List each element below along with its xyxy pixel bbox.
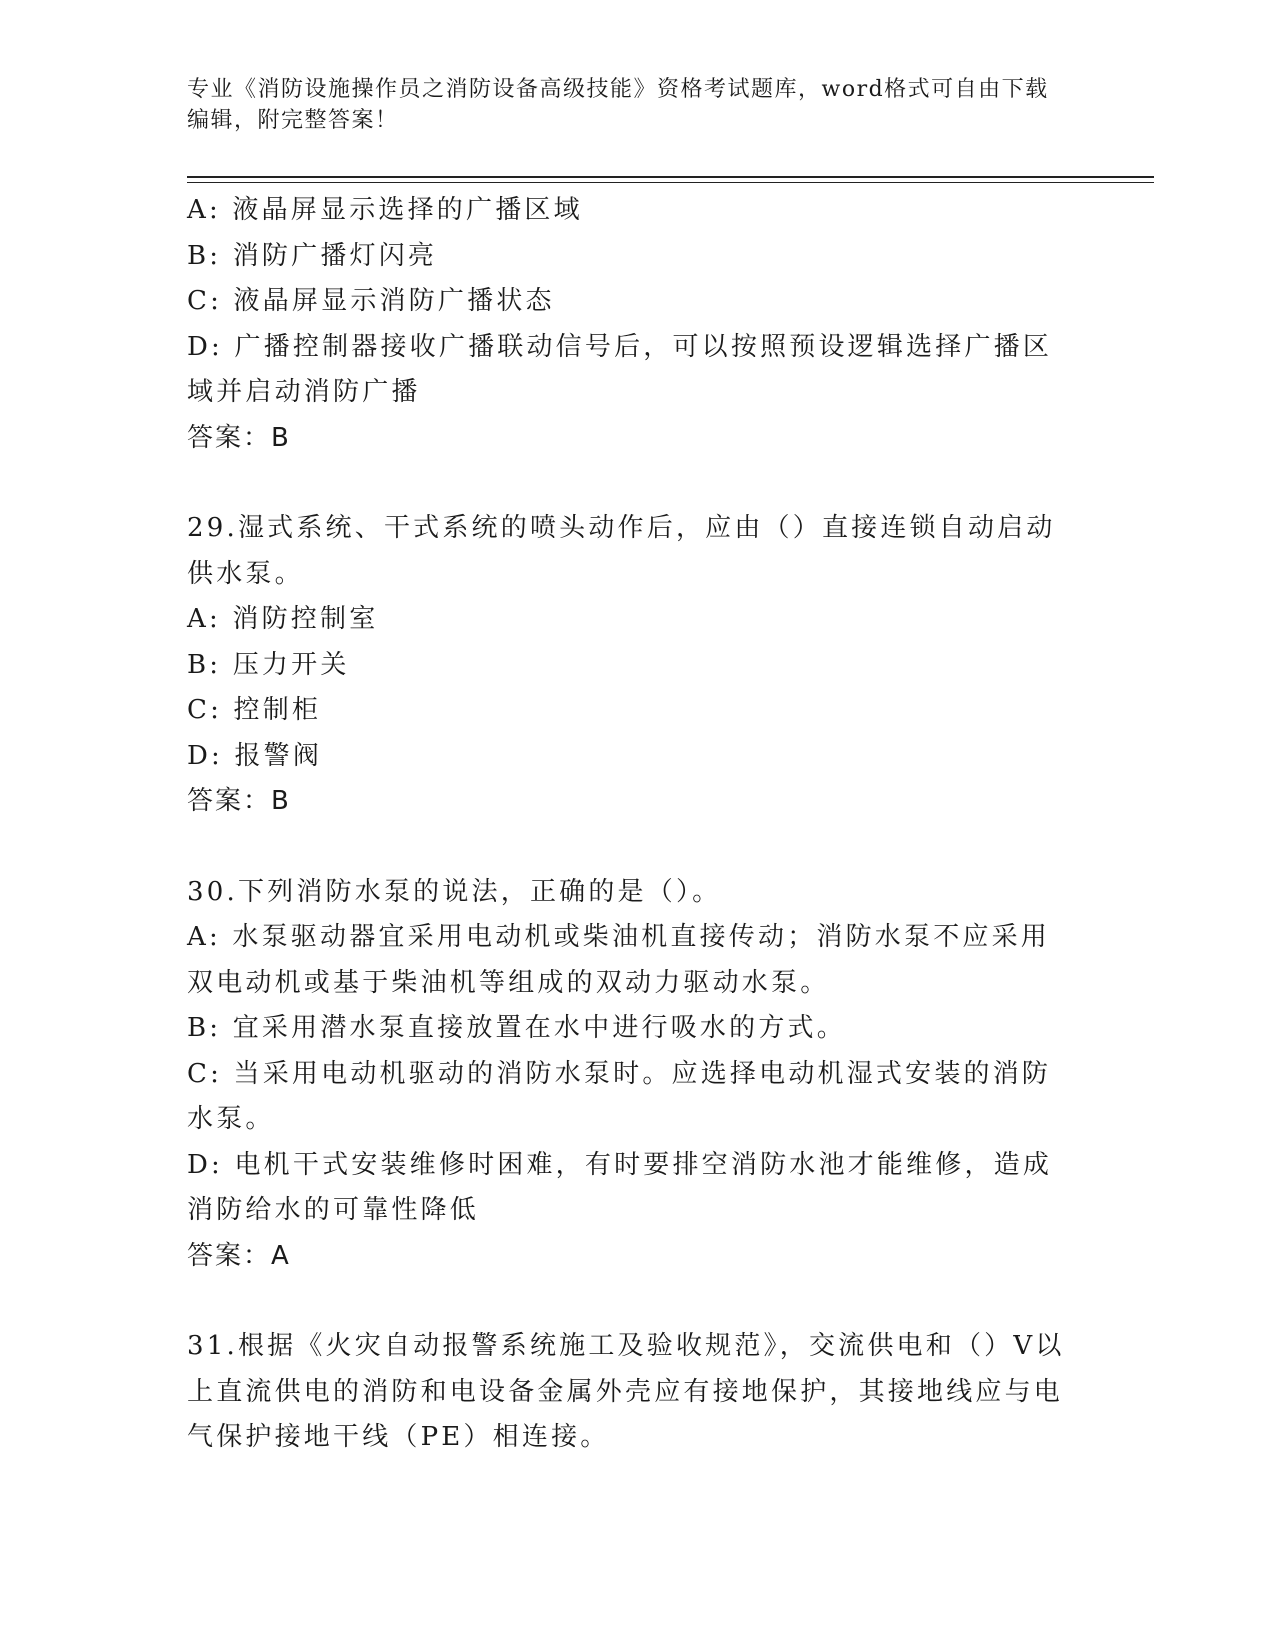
question-stem: 29.湿式系统、干式系统的喷头动作后，应由（）直接连锁自动启动供水泵。 <box>187 513 1056 589</box>
question-28-continued <box>187 188 1067 461</box>
question-stem: 30.下列消防水泵的说法，正确的是（）。 <box>187 876 722 907</box>
option-b: B: 宜采用潜水泵直接放置在水中进行吸水的方式。 <box>187 1013 846 1043</box>
question-stem: 31.根据《火灾自动报警系统施工及验收规范》，交流供电和（）V以上直流供电的消防和电设备金属外壳应有接地保护，其接地线应与电气保护接地干线（PE）相连接。 <box>187 1331 1065 1452</box>
option-c: C: 控制柜 <box>187 695 322 725</box>
question-content <box>187 188 1067 1461</box>
answer-line <box>187 416 1067 462</box>
option-a: A: 消防控制室 <box>187 604 379 634</box>
question-29 <box>187 506 1067 825</box>
question-30 <box>187 870 1067 1280</box>
document-header: 专业《消防设施操作员之消防设备高级技能》资格考试题库，word格式可自由下载编辑，附完整答案！ <box>187 77 1049 133</box>
answer-label: 答案： <box>187 422 272 453</box>
answer-label: 答案： <box>187 786 272 816</box>
option-c: C: 液晶屏显示消防广播状态 <box>187 286 555 316</box>
option-c: C: 当采用电动机驱动的消防水泵时。应选择电动机湿式安装的消防水泵。 <box>187 1058 1052 1134</box>
answer-value: B <box>271 786 291 816</box>
header-divider-thick <box>187 176 1154 178</box>
answer-value: A <box>271 1240 291 1271</box>
answer-line <box>187 779 1067 825</box>
option-d: D: 报警阀 <box>187 740 323 771</box>
question-31 <box>187 1324 1067 1461</box>
answer-value: B <box>271 422 291 453</box>
header-divider-thin <box>187 182 1154 183</box>
option-d: D: 电机干式安装维修时困难，有时要排空消防水池才能维修，造成消防给水的可靠性降低 <box>187 1149 1053 1225</box>
option-a: A: 水泵驱动器宜采用电动机或柴油机直接传动；消防水泵不应采用双电动机或基于柴油机等组成的双动力驱动水泵。 <box>187 922 1051 998</box>
option-d: D: 广播控制器接收广播联动信号后，可以按照预设逻辑选择广播区域并启动消防广播 <box>187 331 1053 407</box>
answer-label: 答案： <box>187 1240 272 1271</box>
option-a: A: 液晶屏显示选择的广播区域 <box>187 195 583 225</box>
option-b: B: 压力开关 <box>187 649 350 680</box>
answer-line <box>187 1234 1067 1280</box>
option-b: B: 消防广播灯闪亮 <box>187 240 438 271</box>
